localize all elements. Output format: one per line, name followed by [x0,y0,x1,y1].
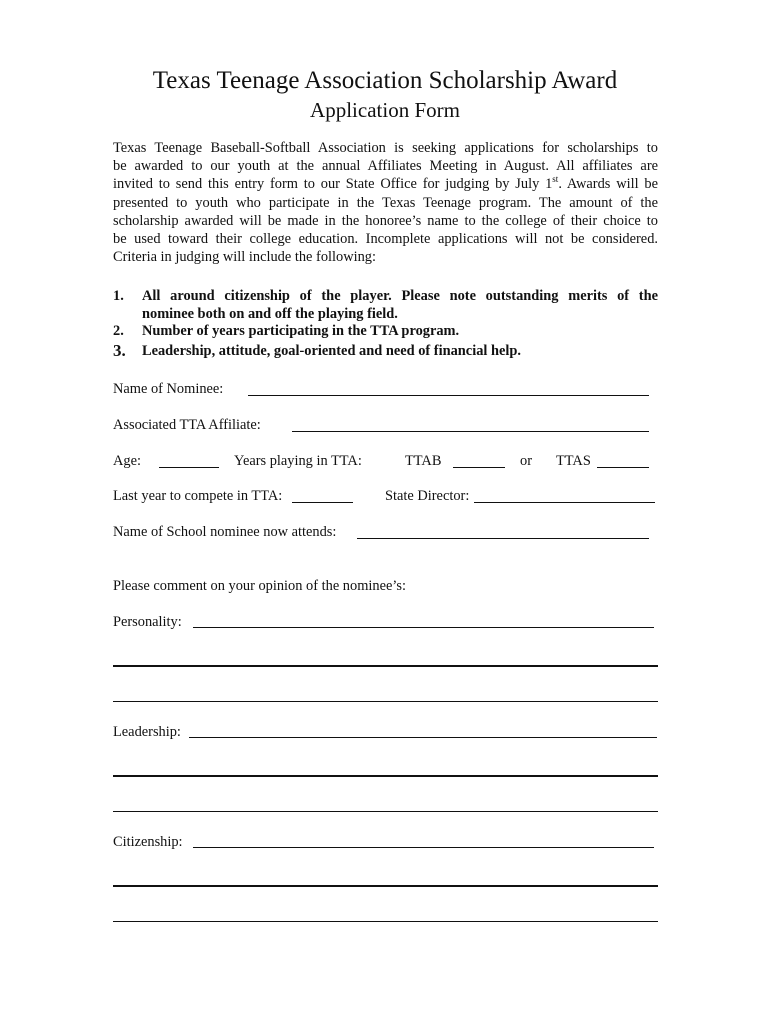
personality-label: Personality: [113,614,182,630]
superscript: st [552,174,559,185]
criteria-item-3 [113,342,658,362]
criteria-number: 1. [113,288,124,304]
years-label: Years playing in TTA: [234,453,362,469]
leadership-line-2[interactable] [113,775,658,777]
intro-line: Criteria in judging will include the following: [113,249,376,266]
ttab-label: TTAB [405,453,442,469]
intro-line [113,175,658,193]
nominee-field[interactable] [248,395,649,396]
intro-line: presented to youth who participate in the Texas Teenage program. The amount of the [113,194,658,211]
nominee-label: Name of Nominee: [113,381,224,397]
school-label: Name of School nominee now attends: [113,524,337,540]
leadership-field[interactable] [189,737,657,738]
comments-prompt: Please comment on your opinion of the nominee’s: [113,578,406,594]
intro-line-tail: . Awards will be [558,176,658,193]
criteria-text: All around citizenship of the player. Please note outstanding merits of the [142,288,658,304]
intro-line: scholarship awarded will be made in the honoree’s name to the college of their choice to [113,212,658,229]
intro-line: be awarded to our youth at the annual Affiliates Meeting in August. All affiliates are [113,158,658,175]
criteria-item-2 [113,322,658,340]
intro-line-text: invited to send this entry form to our State Office for judging by July 1 [113,176,553,193]
criteria-number: 2. [113,323,124,339]
intro-line: Texas Teenage Baseball-Softball Association is seeking applications for scholarships to [113,140,658,156]
state-director-field[interactable] [474,502,655,503]
citizenship-line-3[interactable] [113,921,658,922]
leadership-line-3[interactable] [113,811,658,812]
personality-field[interactable] [193,627,654,628]
citizenship-label: Citizenship: [113,834,183,850]
or-label: or [520,453,532,469]
affiliate-field[interactable] [292,431,649,432]
criteria-text: nominee both on and off the playing field. [142,306,398,322]
form-subtitle: Application Form [310,98,460,122]
age-field[interactable] [159,467,219,468]
citizenship-field[interactable] [193,847,654,848]
affiliate-label: Associated TTA Affiliate: [113,417,261,433]
citizenship-line-2[interactable] [113,885,658,887]
last-year-label: Last year to compete in TTA: [113,488,283,504]
criteria-item-1 [113,287,658,323]
personality-line-2[interactable] [113,665,658,667]
intro-line: be used toward their college education. Incomplete applications will not be considered. [113,230,658,247]
ttas-field[interactable] [597,467,649,468]
school-field[interactable] [357,538,649,539]
leadership-label: Leadership: [113,724,181,740]
criteria-text: Leadership, attitude, goal-oriented and need of financial help. [142,343,521,359]
form-title: Texas Teenage Association Scholarship Award [152,67,618,94]
personality-line-3[interactable] [113,701,658,702]
criteria-text: Number of years participating in the TTA program. [142,323,460,339]
age-label: Age: [113,453,141,469]
last-year-field[interactable] [292,502,353,503]
criteria-number: 3. [113,341,126,360]
ttab-field[interactable] [453,467,505,468]
state-director-label: State Director: [385,488,470,504]
intro-paragraph [113,139,658,266]
ttas-label: TTAS [556,453,591,469]
